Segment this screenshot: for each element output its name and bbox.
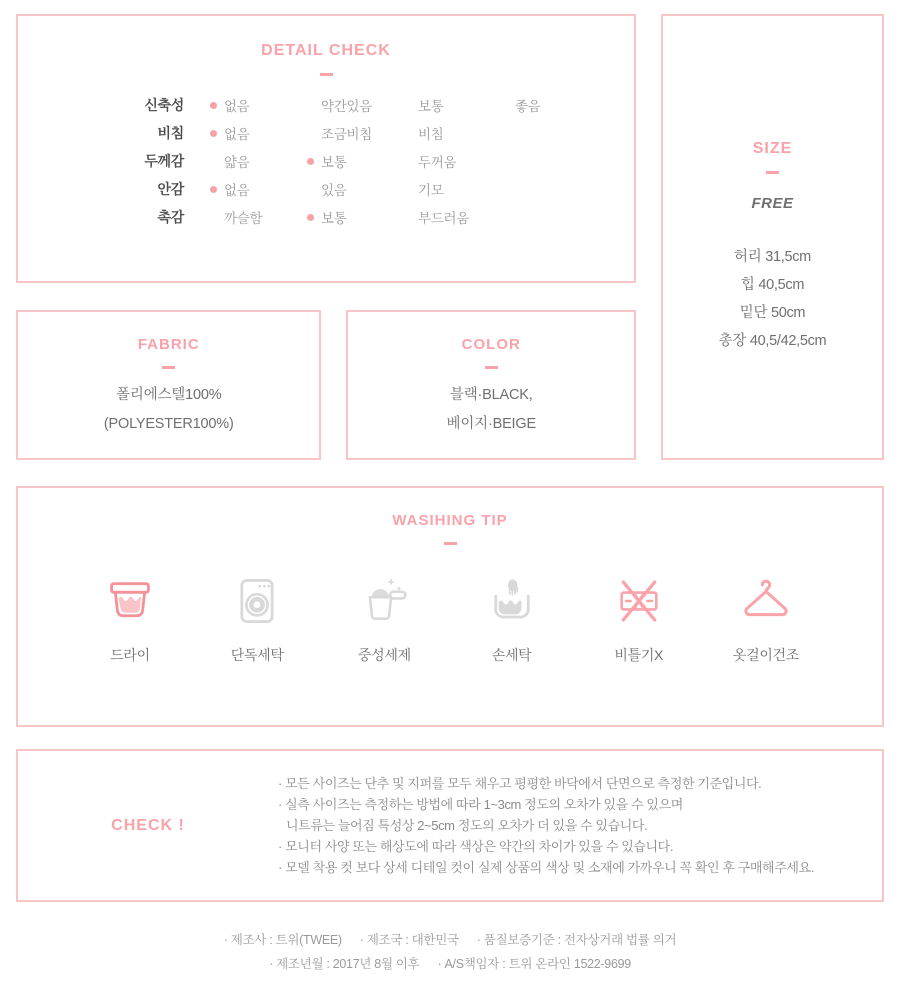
selected-dot (210, 186, 217, 193)
option (401, 179, 498, 199)
selected-dot (210, 130, 217, 137)
wash-item-label: 비틀기X (614, 647, 664, 663)
title-dash (766, 171, 779, 174)
hanger-dry-icon (738, 571, 794, 631)
option-text: 까슬함 (224, 211, 263, 226)
washing-machine-icon (229, 571, 285, 631)
selected-dot (210, 102, 217, 109)
option (401, 207, 498, 227)
option-text: 약간있음 (321, 99, 372, 114)
wash-item-machine (197, 571, 317, 665)
detail-check-row (18, 175, 634, 203)
wash-item-label: 중성세제 (357, 647, 411, 663)
detail-check-options (207, 151, 498, 171)
option-text: 좋음 (515, 99, 541, 114)
footer-segment: · A/S책임자 : 트위 온라인 1522-9699 (437, 957, 631, 971)
title-dash (162, 366, 175, 369)
footer-segment: · 제조국 : 대한민국 (359, 933, 459, 947)
dry-tub-icon (102, 571, 158, 631)
size-measurement: 힙 40,5cm (740, 277, 805, 293)
fabric-box (16, 310, 321, 460)
detail-check-options (207, 95, 595, 115)
color-title: COLOR (461, 336, 521, 353)
footer-line (16, 952, 884, 976)
option-text: 보통 (321, 211, 347, 226)
detail-check-row-label: 두께감 (144, 153, 184, 169)
footer-lines (16, 928, 884, 976)
title-dash (485, 366, 498, 369)
wash-item-hanger (706, 571, 826, 665)
wash-items (18, 571, 882, 665)
size-title: SIZE (752, 140, 793, 157)
detail-check-row (18, 203, 634, 231)
check-title: CHECK ! (111, 816, 185, 834)
check-note: · 모니터 사양 또는 해상도에 따라 색상은 약간의 차이가 있을 수 있습니다. (278, 839, 674, 854)
color-line: 블랙·BLACK, (449, 387, 533, 403)
footer-line (16, 928, 884, 952)
wash-item-dry (70, 571, 190, 665)
color-line: 베이지·BEIGE (446, 416, 536, 432)
detail-check-row-label: 안감 (157, 181, 184, 197)
footer (16, 928, 884, 976)
option-text: 보통 (418, 99, 444, 114)
title-dash (444, 542, 457, 545)
option-text: 없음 (224, 183, 250, 198)
detail-check-row (18, 91, 634, 119)
option-text: 없음 (224, 127, 250, 142)
option (401, 95, 498, 115)
option (304, 179, 401, 199)
option (304, 95, 401, 115)
washing-tip-box (16, 486, 884, 727)
option (207, 207, 304, 227)
option-text: 없음 (224, 99, 250, 114)
size-measurements (663, 243, 882, 355)
fabric-title: FABRIC (137, 336, 200, 353)
detail-check-row-label: 신축성 (144, 97, 184, 113)
option-text: 있음 (321, 183, 347, 198)
check-note: · 모델 착용 컷 보다 상세 디테일 컷이 실제 상품의 색상 및 소재에 가까우니 꼭 확인 후 구매해주세요. (278, 860, 814, 875)
option (401, 151, 498, 171)
option-text: 비침 (418, 127, 444, 142)
option-text: 얇음 (224, 155, 250, 170)
selected-dot (307, 214, 314, 221)
option (207, 151, 304, 171)
footer-segment: · 품질보증기준 : 전자상거래 법률 의거 (476, 933, 677, 947)
washing-tip-title: WASIHING TIP (392, 512, 508, 529)
wash-item-label: 옷걸이건조 (732, 647, 799, 663)
wash-item-no-wring (579, 571, 699, 665)
detail-check-row-label: 비침 (157, 125, 184, 141)
fabric-lines (18, 381, 319, 439)
option-text: 부드러움 (418, 211, 469, 226)
option (401, 123, 498, 143)
hand-wash-icon (484, 571, 540, 631)
wash-item-label: 손세탁 (491, 647, 532, 663)
neutral-detergent-icon (356, 571, 412, 631)
option-selected (207, 95, 304, 115)
wash-item-label: 드라이 (110, 647, 150, 663)
check-box (16, 749, 884, 902)
footer-segment: · 제조사 : 트위(TWEE) (223, 933, 342, 947)
size-fit-label: FREE (751, 195, 794, 212)
check-note: · 실측 사이즈는 측정하는 방법에 따라 1~3cm 정도의 오차가 있을 수 있으며 (278, 797, 683, 812)
detail-check-row (18, 147, 634, 175)
selected-dot (307, 158, 314, 165)
footer-segment: · 제조년월 : 2017년 8월 이후 (269, 957, 420, 971)
check-note: · 모든 사이즈는 단추 및 지퍼를 모두 채우고 평평한 바닥에서 단면으로 측정한 기준입니다. (278, 776, 762, 791)
option-text: 두꺼움 (418, 155, 457, 170)
size-measurement: 밑단 50cm (739, 305, 806, 321)
detail-check-options (207, 207, 498, 227)
wash-item-label: 단독세탁 (230, 647, 284, 663)
no-wring-icon (611, 571, 667, 631)
option (304, 123, 401, 143)
detail-check-row (18, 119, 634, 147)
wash-item-handwash (452, 571, 572, 665)
option-text: 조금비침 (321, 127, 372, 142)
fabric-line: (POLYESTER100%) (103, 416, 234, 432)
size-measurement: 총장 40,5/42,5cm (718, 333, 827, 349)
wash-item-detergent (324, 571, 444, 665)
fabric-line: 폴리에스텔100% (116, 387, 222, 403)
detail-check-options (207, 179, 498, 199)
option-selected (207, 123, 304, 143)
option-text: 보통 (321, 155, 347, 170)
check-notes (278, 773, 882, 878)
size-measurement: 허리 31,5cm (734, 249, 811, 265)
color-lines (348, 381, 634, 439)
color-box (346, 310, 636, 460)
detail-check-options (207, 123, 498, 143)
title-dash (320, 73, 333, 76)
option (498, 95, 595, 115)
detail-check-title: DETAIL CHECK (261, 42, 391, 59)
check-note: 니트류는 늘어짐 특성상 2~5cm 정도의 오차가 더 있을 수 있습니다. (286, 818, 648, 833)
detail-check-row-label: 촉감 (157, 209, 184, 225)
option-selected (304, 207, 401, 227)
option-selected (207, 179, 304, 199)
size-box (661, 14, 884, 460)
detail-check-box (16, 14, 636, 283)
option-text: 기모 (418, 183, 444, 198)
option-selected (304, 151, 401, 171)
detail-check-table (18, 91, 634, 231)
